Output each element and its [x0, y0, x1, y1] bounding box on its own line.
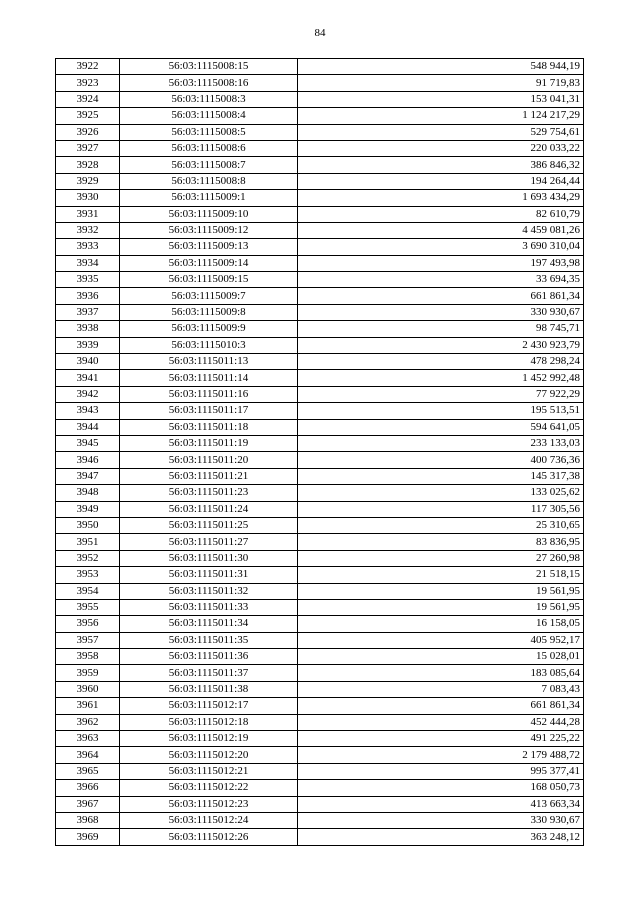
row-number-cell: 3953	[56, 567, 120, 583]
cadastral-number-cell: 56:03:1115008:3	[120, 91, 298, 107]
cadastral-number-cell: 56:03:1115012:21	[120, 763, 298, 779]
table-body	[56, 59, 584, 846]
cadastral-number-cell: 56:03:1115012:19	[120, 731, 298, 747]
cadastral-number-cell: 56:03:1115008:16	[120, 75, 298, 91]
cadastral-number-cell: 56:03:1115011:23	[120, 485, 298, 501]
cadastral-value-cell: 4 459 081,26	[298, 222, 584, 238]
row-number-cell: 3958	[56, 649, 120, 665]
cadastral-number-cell: 56:03:1115011:17	[120, 403, 298, 419]
table-row	[56, 304, 584, 320]
cadastral-value-table	[55, 58, 584, 846]
cadastral-number-cell: 56:03:1115011:35	[120, 632, 298, 648]
table-row	[56, 206, 584, 222]
row-number-cell: 3941	[56, 370, 120, 386]
cadastral-value-cell: 168 050,73	[298, 780, 584, 796]
row-number-cell: 3950	[56, 517, 120, 533]
cadastral-value-cell: 529 754,61	[298, 124, 584, 140]
cadastral-number-cell: 56:03:1115012:22	[120, 780, 298, 796]
table-row	[56, 288, 584, 304]
cadastral-number-cell: 56:03:1115009:1	[120, 190, 298, 206]
page-number: 84	[314, 27, 326, 39]
row-number-cell: 3966	[56, 780, 120, 796]
table-row	[56, 386, 584, 402]
cadastral-value-cell: 195 513,51	[298, 403, 584, 419]
cadastral-value-cell: 197 493,98	[298, 255, 584, 271]
cadastral-number-cell: 56:03:1115011:13	[120, 354, 298, 370]
table-row	[56, 403, 584, 419]
row-number-cell: 3935	[56, 272, 120, 288]
cadastral-value-cell: 91 719,83	[298, 75, 584, 91]
table-row	[56, 517, 584, 533]
row-number-cell: 3961	[56, 698, 120, 714]
table-row	[56, 796, 584, 812]
table-row	[56, 632, 584, 648]
row-number-cell: 3955	[56, 599, 120, 615]
table-row	[56, 222, 584, 238]
cadastral-value-cell: 133 025,62	[298, 485, 584, 501]
cadastral-number-cell: 56:03:1115009:8	[120, 304, 298, 320]
row-number-cell: 3956	[56, 616, 120, 632]
cadastral-value-cell: 386 846,32	[298, 157, 584, 173]
row-number-cell: 3932	[56, 222, 120, 238]
cadastral-number-cell: 56:03:1115011:25	[120, 517, 298, 533]
cadastral-value-cell: 27 260,98	[298, 550, 584, 566]
row-number-cell: 3947	[56, 468, 120, 484]
row-number-cell: 3936	[56, 288, 120, 304]
table-row	[56, 321, 584, 337]
table-row	[56, 124, 584, 140]
table-row	[56, 731, 584, 747]
row-number-cell: 3943	[56, 403, 120, 419]
row-number-cell: 3925	[56, 108, 120, 124]
cadastral-number-cell: 56:03:1115011:21	[120, 468, 298, 484]
row-number-cell: 3931	[56, 206, 120, 222]
table-row	[56, 583, 584, 599]
cadastral-number-cell: 56:03:1115011:37	[120, 665, 298, 681]
cadastral-number-cell: 56:03:1115011:36	[120, 649, 298, 665]
table-row	[56, 59, 584, 75]
cadastral-number-cell: 56:03:1115008:4	[120, 108, 298, 124]
cadastral-number-cell: 56:03:1115010:3	[120, 337, 298, 353]
cadastral-number-cell: 56:03:1115009:14	[120, 255, 298, 271]
table-row	[56, 534, 584, 550]
row-number-cell: 3940	[56, 354, 120, 370]
cadastral-value-cell: 117 305,56	[298, 501, 584, 517]
cadastral-number-cell: 56:03:1115009:7	[120, 288, 298, 304]
cadastral-value-cell: 405 952,17	[298, 632, 584, 648]
row-number-cell: 3922	[56, 59, 120, 75]
cadastral-value-cell: 83 836,95	[298, 534, 584, 550]
table-row	[56, 370, 584, 386]
row-number-cell: 3959	[56, 665, 120, 681]
cadastral-value-cell: 19 561,95	[298, 583, 584, 599]
cadastral-value-cell: 491 225,22	[298, 731, 584, 747]
table-row	[56, 354, 584, 370]
row-number-cell: 3969	[56, 829, 120, 845]
cadastral-number-cell: 56:03:1115011:38	[120, 681, 298, 697]
table-row	[56, 665, 584, 681]
cadastral-value-cell: 220 033,22	[298, 140, 584, 156]
table-row	[56, 157, 584, 173]
cadastral-value-cell: 330 930,67	[298, 812, 584, 828]
row-number-cell: 3942	[56, 386, 120, 402]
cadastral-number-cell: 56:03:1115011:24	[120, 501, 298, 517]
row-number-cell: 3924	[56, 91, 120, 107]
cadastral-value-cell: 363 248,12	[298, 829, 584, 845]
cadastral-number-cell: 56:03:1115011:34	[120, 616, 298, 632]
row-number-cell: 3960	[56, 681, 120, 697]
table-row	[56, 550, 584, 566]
cadastral-number-cell: 56:03:1115009:9	[120, 321, 298, 337]
table-row	[56, 649, 584, 665]
row-number-cell: 3928	[56, 157, 120, 173]
table-row	[56, 419, 584, 435]
row-number-cell: 3948	[56, 485, 120, 501]
cadastral-value-cell: 2 430 923,79	[298, 337, 584, 353]
row-number-cell: 3937	[56, 304, 120, 320]
cadastral-value-cell: 233 133,03	[298, 435, 584, 451]
table-row	[56, 780, 584, 796]
table-row	[56, 108, 584, 124]
row-number-cell: 3939	[56, 337, 120, 353]
cadastral-number-cell: 56:03:1115009:10	[120, 206, 298, 222]
cadastral-number-cell: 56:03:1115011:18	[120, 419, 298, 435]
cadastral-value-cell: 16 158,05	[298, 616, 584, 632]
cadastral-value-cell: 330 930,67	[298, 304, 584, 320]
table-row	[56, 485, 584, 501]
cadastral-value-cell: 19 561,95	[298, 599, 584, 615]
cadastral-number-cell: 56:03:1115008:15	[120, 59, 298, 75]
table-row	[56, 567, 584, 583]
row-number-cell: 3954	[56, 583, 120, 599]
cadastral-number-cell: 56:03:1115009:15	[120, 272, 298, 288]
row-number-cell: 3965	[56, 763, 120, 779]
row-number-cell: 3930	[56, 190, 120, 206]
cadastral-number-cell: 56:03:1115012:20	[120, 747, 298, 763]
row-number-cell: 3945	[56, 435, 120, 451]
cadastral-value-cell: 661 861,34	[298, 288, 584, 304]
cadastral-value-cell: 995 377,41	[298, 763, 584, 779]
table-row	[56, 698, 584, 714]
table-row	[56, 452, 584, 468]
row-number-cell: 3938	[56, 321, 120, 337]
cadastral-number-cell: 56:03:1115011:32	[120, 583, 298, 599]
cadastral-number-cell: 56:03:1115008:5	[120, 124, 298, 140]
table-row	[56, 829, 584, 845]
cadastral-number-cell: 56:03:1115008:6	[120, 140, 298, 156]
cadastral-number-cell: 56:03:1115012:24	[120, 812, 298, 828]
table-row	[56, 435, 584, 451]
table-row	[56, 91, 584, 107]
table-row	[56, 468, 584, 484]
cadastral-value-cell: 33 694,35	[298, 272, 584, 288]
cadastral-number-cell: 56:03:1115011:27	[120, 534, 298, 550]
row-number-cell: 3962	[56, 714, 120, 730]
cadastral-value-cell: 1 124 217,29	[298, 108, 584, 124]
cadastral-value-cell: 15 028,01	[298, 649, 584, 665]
row-number-cell: 3946	[56, 452, 120, 468]
table-row	[56, 681, 584, 697]
cadastral-number-cell: 56:03:1115012:17	[120, 698, 298, 714]
cadastral-value-cell: 594 641,05	[298, 419, 584, 435]
cadastral-number-cell: 56:03:1115009:13	[120, 239, 298, 255]
row-number-cell: 3964	[56, 747, 120, 763]
table-row	[56, 714, 584, 730]
row-number-cell: 3951	[56, 534, 120, 550]
table-row	[56, 173, 584, 189]
cadastral-value-cell: 25 310,65	[298, 517, 584, 533]
cadastral-value-cell: 3 690 310,04	[298, 239, 584, 255]
cadastral-value-cell: 661 861,34	[298, 698, 584, 714]
cadastral-value-cell: 1 452 992,48	[298, 370, 584, 386]
cadastral-number-cell: 56:03:1115011:31	[120, 567, 298, 583]
cadastral-value-cell: 2 179 488,72	[298, 747, 584, 763]
row-number-cell: 3944	[56, 419, 120, 435]
cadastral-value-cell: 452 444,28	[298, 714, 584, 730]
cadastral-number-cell: 56:03:1115012:18	[120, 714, 298, 730]
cadastral-value-cell: 183 085,64	[298, 665, 584, 681]
row-number-cell: 3926	[56, 124, 120, 140]
cadastral-number-cell: 56:03:1115008:7	[120, 157, 298, 173]
row-number-cell: 3949	[56, 501, 120, 517]
cadastral-value-cell: 77 922,29	[298, 386, 584, 402]
cadastral-value-cell: 153 041,31	[298, 91, 584, 107]
table-row	[56, 599, 584, 615]
cadastral-value-cell: 413 663,34	[298, 796, 584, 812]
row-number-cell: 3968	[56, 812, 120, 828]
table-row	[56, 239, 584, 255]
table-row	[56, 337, 584, 353]
table-row	[56, 255, 584, 271]
table-row	[56, 812, 584, 828]
row-number-cell: 3967	[56, 796, 120, 812]
cadastral-value-cell: 400 736,36	[298, 452, 584, 468]
cadastral-number-cell: 56:03:1115009:12	[120, 222, 298, 238]
cadastral-value-cell: 98 745,71	[298, 321, 584, 337]
cadastral-number-cell: 56:03:1115012:26	[120, 829, 298, 845]
cadastral-value-cell: 1 693 434,29	[298, 190, 584, 206]
cadastral-value-cell: 478 298,24	[298, 354, 584, 370]
row-number-cell: 3934	[56, 255, 120, 271]
row-number-cell: 3929	[56, 173, 120, 189]
table-row	[56, 763, 584, 779]
cadastral-value-cell: 145 317,38	[298, 468, 584, 484]
cadastral-value-cell: 194 264,44	[298, 173, 584, 189]
cadastral-number-cell: 56:03:1115011:30	[120, 550, 298, 566]
cadastral-number-cell: 56:03:1115011:33	[120, 599, 298, 615]
table-row	[56, 747, 584, 763]
cadastral-value-cell: 82 610,79	[298, 206, 584, 222]
cadastral-number-cell: 56:03:1115012:23	[120, 796, 298, 812]
table-row	[56, 272, 584, 288]
row-number-cell: 3933	[56, 239, 120, 255]
cadastral-number-cell: 56:03:1115011:14	[120, 370, 298, 386]
row-number-cell: 3957	[56, 632, 120, 648]
row-number-cell: 3923	[56, 75, 120, 91]
cadastral-number-cell: 56:03:1115008:8	[120, 173, 298, 189]
cadastral-value-cell: 21 518,15	[298, 567, 584, 583]
row-number-cell: 3963	[56, 731, 120, 747]
table-row	[56, 140, 584, 156]
cadastral-value-cell: 548 944,19	[298, 59, 584, 75]
cadastral-number-cell: 56:03:1115011:20	[120, 452, 298, 468]
cadastral-number-cell: 56:03:1115011:16	[120, 386, 298, 402]
cadastral-number-cell: 56:03:1115011:19	[120, 435, 298, 451]
table-row	[56, 190, 584, 206]
table-row	[56, 616, 584, 632]
row-number-cell: 3927	[56, 140, 120, 156]
cadastral-value-cell: 7 083,43	[298, 681, 584, 697]
table-row	[56, 501, 584, 517]
table-row	[56, 75, 584, 91]
row-number-cell: 3952	[56, 550, 120, 566]
